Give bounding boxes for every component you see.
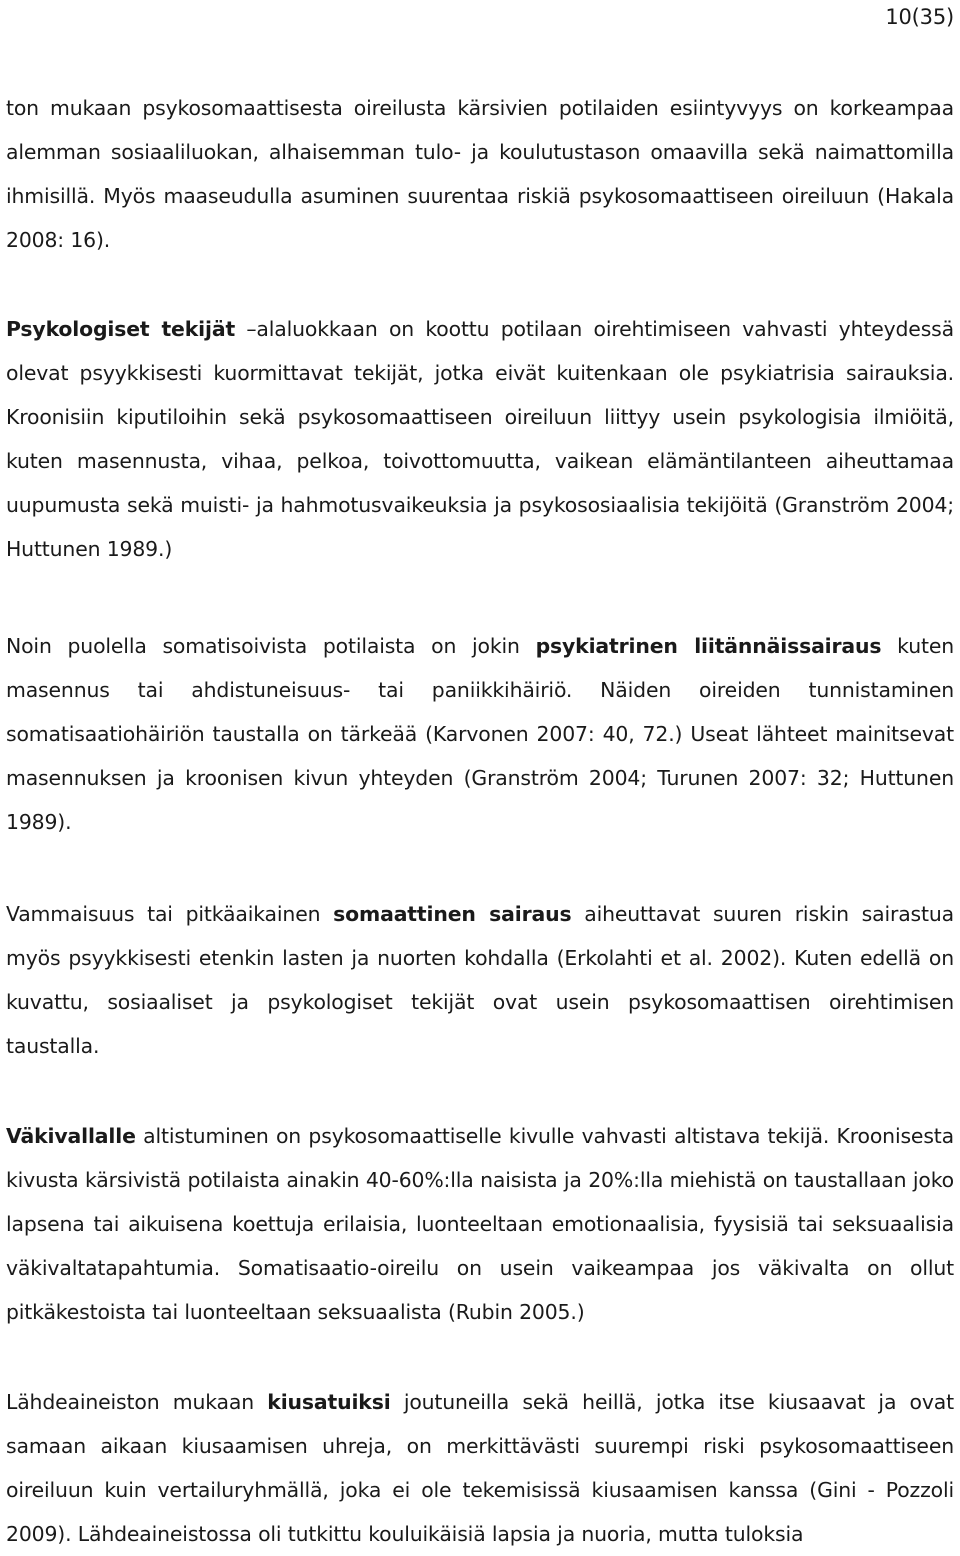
paragraph-psychiatric-comorbidity — [6, 624, 954, 844]
paragraph-text: Noin puolella somatisoivista potilaista on jokin — [6, 634, 536, 658]
bold-term: Psykologiset tekijät — [6, 317, 236, 341]
paragraph-text: altistuminen on psykosomaattiselle kivulle vahvasti altistava tekijä. Kroonisesta kivusta kärsivistä potilaista ainakin 40-60%:lla naisista ja 20%:lla miehistä on taustallaan joko lapsena tai aikuisena koettuja erilaisia, luonteeltaan emotionaalisia, fyysisiä tai seksuaalisia väkivaltatapahtumia. Somatisaatio-oireilu on usein vaikeampaa jos väkivalta on ollut pitkäkestoista tai luonteeltaan seksuaalista (Rubin 2005.) — [6, 1124, 954, 1324]
paragraph-text: Lähdeaineiston mukaan — [6, 1390, 268, 1414]
paragraph-somatic-illness — [6, 892, 954, 1068]
paragraph-prevalence — [6, 86, 954, 262]
bold-term: psykiatrinen liitännäissairaus — [535, 634, 882, 658]
paragraph-text: Vammaisuus tai pitkäaikainen — [6, 902, 334, 926]
paragraph-text: kuten masennus tai ahdistuneisuus- tai paniikkihäiriö. Näiden oireiden tunnistaminen somatisaatiohäiriön taustalla on tärkeää (Karvonen 2007: 40, 72.) Useat lähteet mainitsevat masennuksen ja kroonisen kivun yhteyden (Granström 2004; Turunen 2007: 32; Huttunen 1989). — [6, 634, 955, 834]
paragraph-text: –alaluokkaan on koottu potilaan oirehtimiseen vahvasti yhteydessä olevat psyykkisesti kuormittavat tekijät, jotka eivät kuitenkaan ole psykiatrisia sairauksia. Kroonisiin kiputiloihin sekä psykosomaattiseen oireiluun liittyy usein psykologisia ilmiöitä, kuten masennusta, vihaa, pelkoa, toivottomuutta, vaikean elämäntilanteen aiheuttamaa uupumusta sekä muisti- ja hahmotusvaikeuksia ja psykososiaalisia tekijöitä (Granström 2004; Huttunen 1989.) — [6, 317, 954, 561]
paragraph-text: aiheuttavat suuren riskin sairastua myös psyykkisesti etenkin lasten ja nuorten kohdalla (Erkolahti et al. 2002). Kuten edellä on kuvattu, sosiaaliset ja psykologiset tekijät ovat usein psykosomaattisen oirehtimisen taustalla. — [6, 902, 954, 1058]
page-number: 10(35) — [885, 5, 954, 29]
paragraph-text: joutuneilla sekä heillä, jotka itse kiusaavat ja ovat samaan aikaan kiusaamisen uhreja, on merkittävästi suurempi riski psykosomaattiseen oireiluun kuin vertailuryhmällä, joka ei ole tekemisissä kiusaamisen kanssa (Gini - Pozzoli 2009). Lähdeaineistossa oli tutkittu kouluikäisiä lapsia ja nuoria, mutta tuloksia — [6, 1390, 954, 1546]
paragraph-psychological-factors — [6, 307, 954, 571]
paragraph-text: ton mukaan psykosomaattisesta oireilusta kärsivien potilaiden esiintyvyys on korkeampaa alemman sosiaaliluokan, alhaisemman tulo- ja koulutustason omaavilla sekä naimattomilla ihmisillä. Myös maaseudulla asuminen suurentaa riskiä psykosomaattiseen oireiluun (Hakala 2008: 16). — [6, 96, 954, 252]
bold-term: kiusatuiksi — [267, 1390, 391, 1414]
bold-term: somaattinen sairaus — [333, 902, 572, 926]
paragraph-violence — [6, 1114, 954, 1334]
bold-term: Väkivallalle — [6, 1124, 136, 1148]
paragraph-bullying — [6, 1380, 954, 1556]
